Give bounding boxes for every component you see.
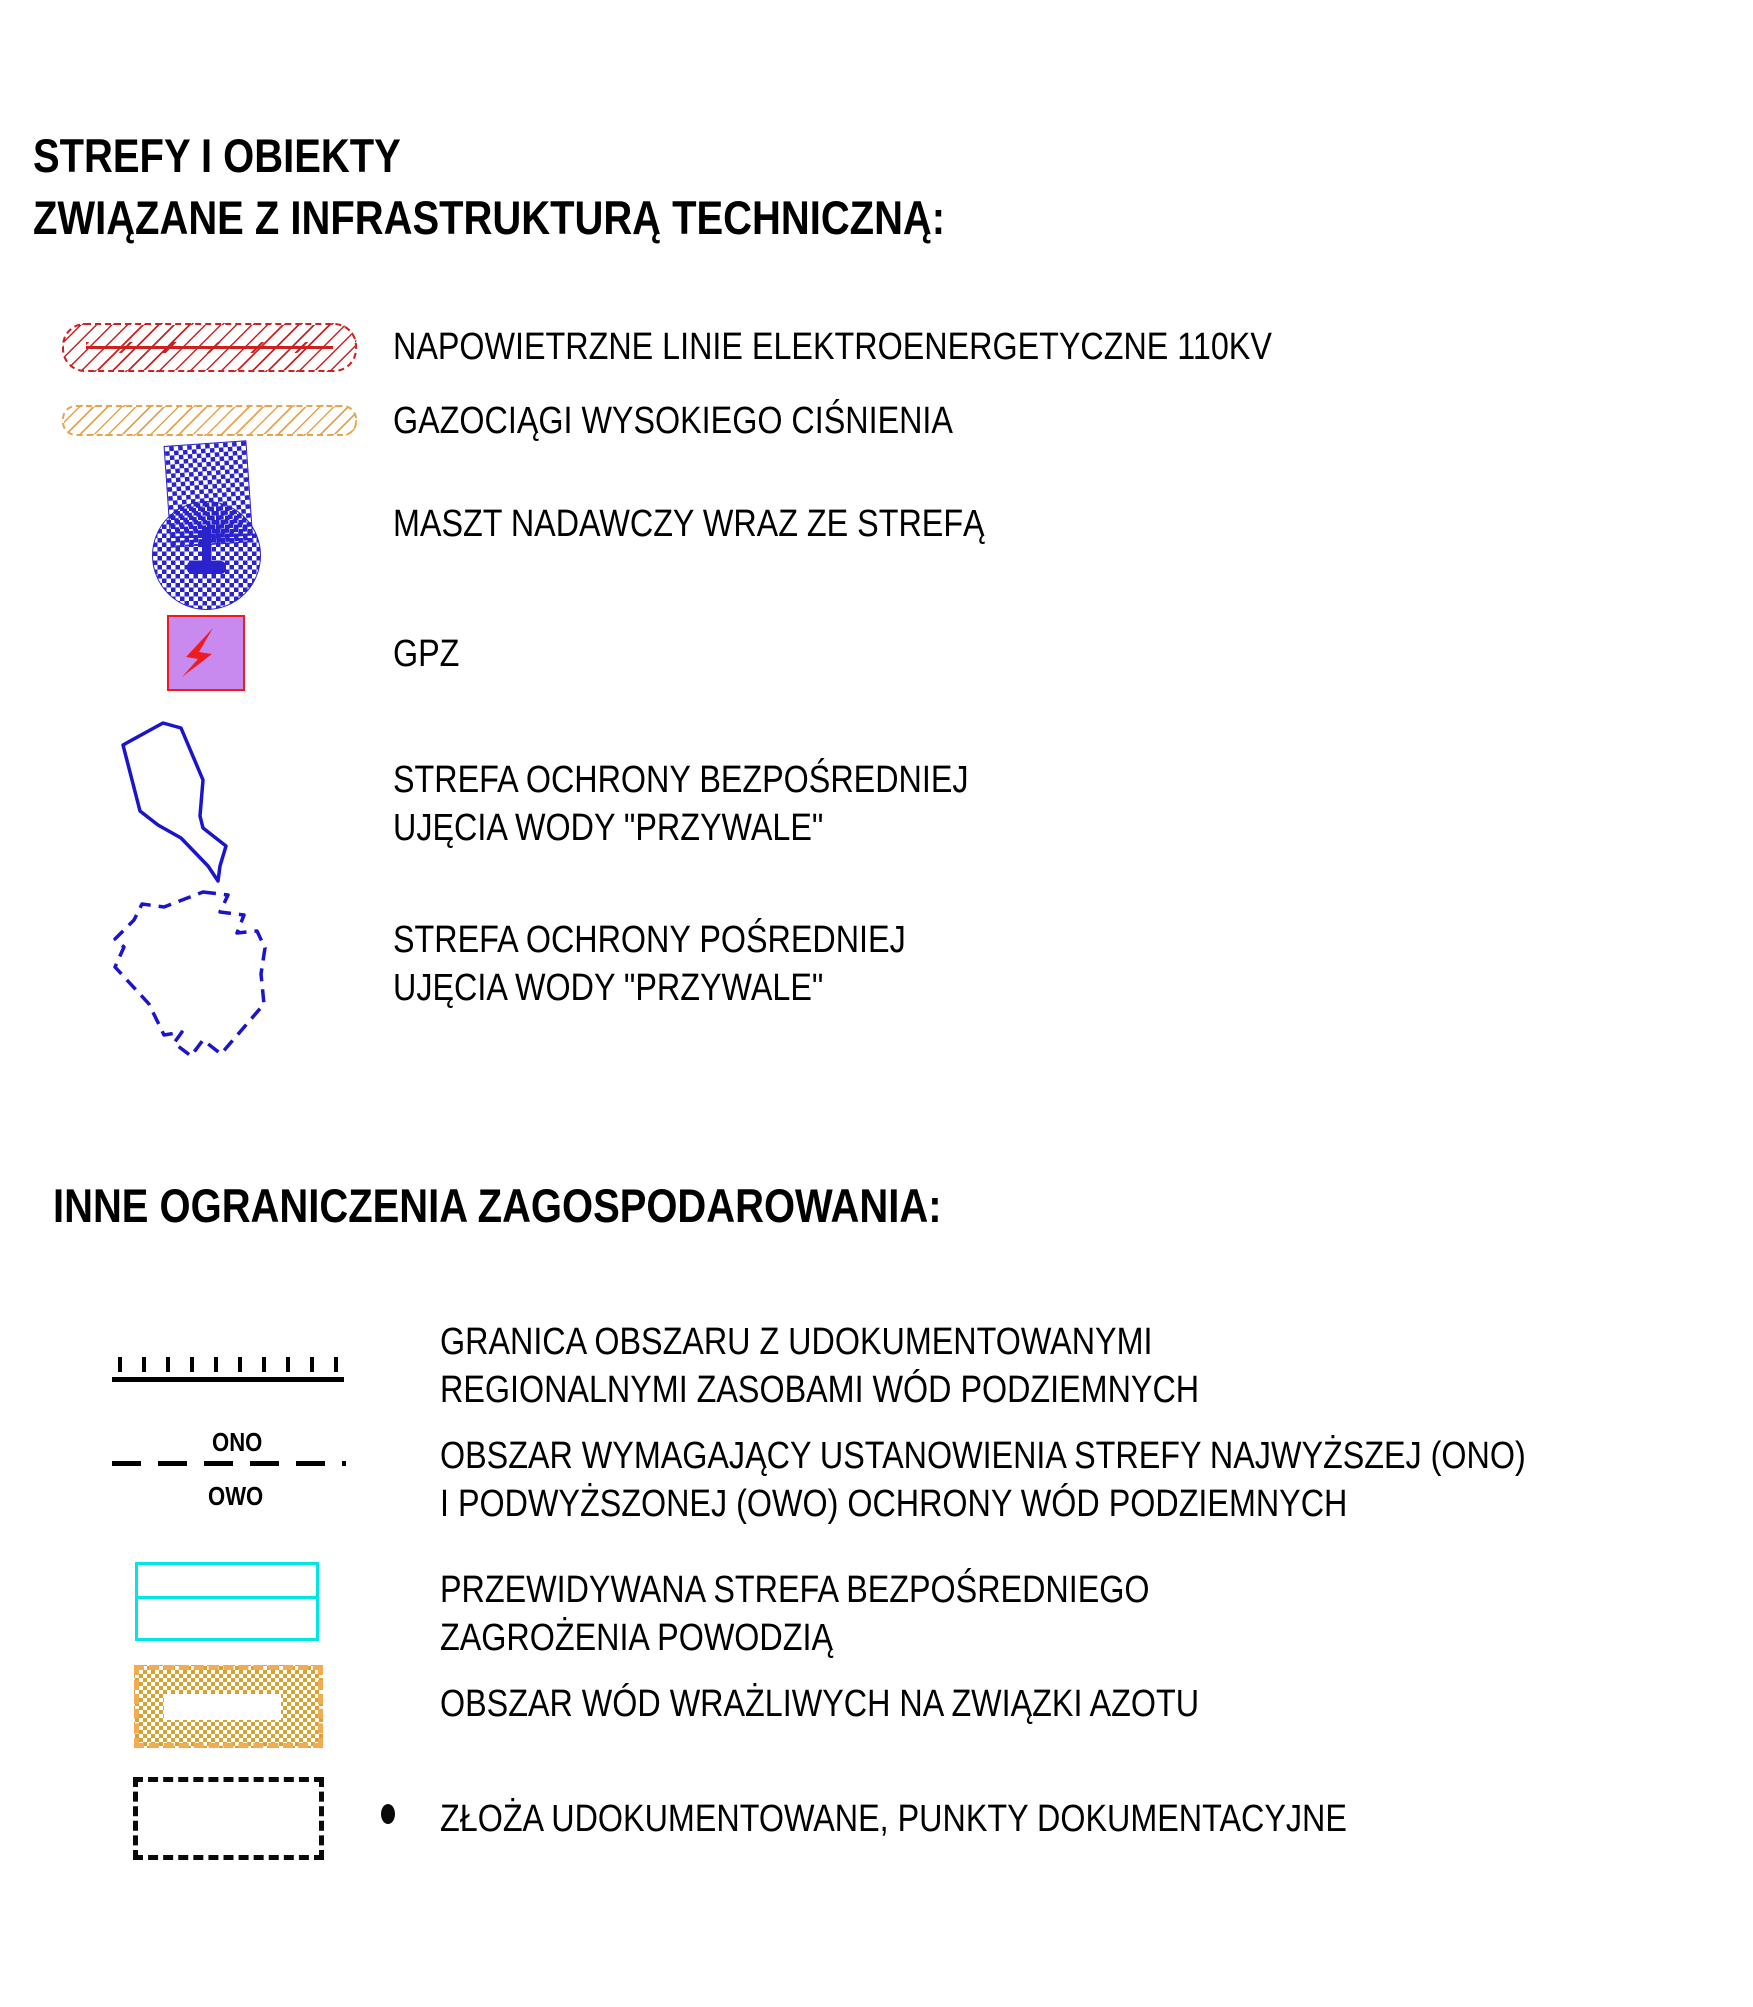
section-infrastructure-title-line1 [33,128,466,183]
power-line-110kv-label: NAPOWIETRZNE LINIE ELEKTROENERGETYCZNE 110KV [393,326,1272,368]
ono-owo-boundary-symbol [112,1461,346,1466]
flood-risk-zone-label: PRZEWIDYWANA STREFA BEZPOŚREDNIEGO ZAGROŻENIA POWODZIĄ [440,1569,1150,1659]
section-other-restrictions-title: INNE OGRANICZENIA ZAGOSPODAROWANIA: [53,1179,942,1232]
ono-owo-boundary-label: OBSZAR WYMAGAJĄCY USTANOWIENIA STREFY NAJWYŻSZEJ (ONO) I PODWYŻSZONEJ (OWO) OCHRONY WÓD PODZIEMNYCH [440,1435,1526,1525]
gpz-label: GPZ [393,633,460,675]
documentation-point-dot [381,1804,395,1824]
direct-protection-zone-symbol [110,716,242,890]
section-infrastructure-title-line2 [33,190,1106,245]
nitrate-sensitive-waters-symbol [134,1665,323,1748]
transmitter-mast-zone-symbol [150,443,266,611]
flood-zone-divider [138,1596,316,1599]
ono-text: ONO [212,1427,263,1457]
direct-protection-zone-label: STREFA OCHRONY BEZPOŚREDNIEJ UJĘCIA WODY "PRZYWALE" [393,759,969,849]
transmitter-mast-label: MASZT NADAWCZY WRAZ ZE STREFĄ [393,503,985,545]
mast-icon-base [187,561,226,574]
flood-risk-zone-symbol [135,1562,319,1641]
power-line-110kv-symbol [62,323,357,372]
lightning-icon [169,617,238,684]
documented-deposits-symbol [133,1777,324,1860]
title-text: STREFY I OBIEKTY [33,129,401,182]
gpz-symbol [167,615,245,691]
gas-pipeline-symbol [62,405,357,436]
groundwater-resources-boundary-label: GRANICA OBSZARU Z UDOKUMENTOWANYMI REGIONALNYMI ZASOBAMI WÓD PODZIEMNYCH [440,1321,1200,1411]
nitrate-symbol-hole [164,1694,281,1720]
power-line-icon [86,342,333,353]
documented-deposits-label: ZŁOŻA UDOKUMENTOWANE, PUNKTY DOKUMENTACYJNE [440,1798,1347,1840]
groundwater-resources-boundary-symbol [112,1357,344,1382]
title-text: ZWIĄZANE Z INFRASTRUKTURĄ TECHNICZNĄ: [33,191,946,244]
gas-pipeline-label: GAZOCIĄGI WYSOKIEGO CIŚNIENIA [393,400,953,442]
indirect-protection-zone-symbol [103,884,277,1082]
nitrate-sensitive-waters-label: OBSZAR WÓD WRAŻLIWYCH NA ZWIĄZKI AZOTU [440,1683,1200,1725]
indirect-protection-zone-label: STREFA OCHRONY POŚREDNIEJ UJĘCIA WODY "PRZYWALE" [393,919,906,1009]
owo-text: OWO [208,1481,264,1511]
